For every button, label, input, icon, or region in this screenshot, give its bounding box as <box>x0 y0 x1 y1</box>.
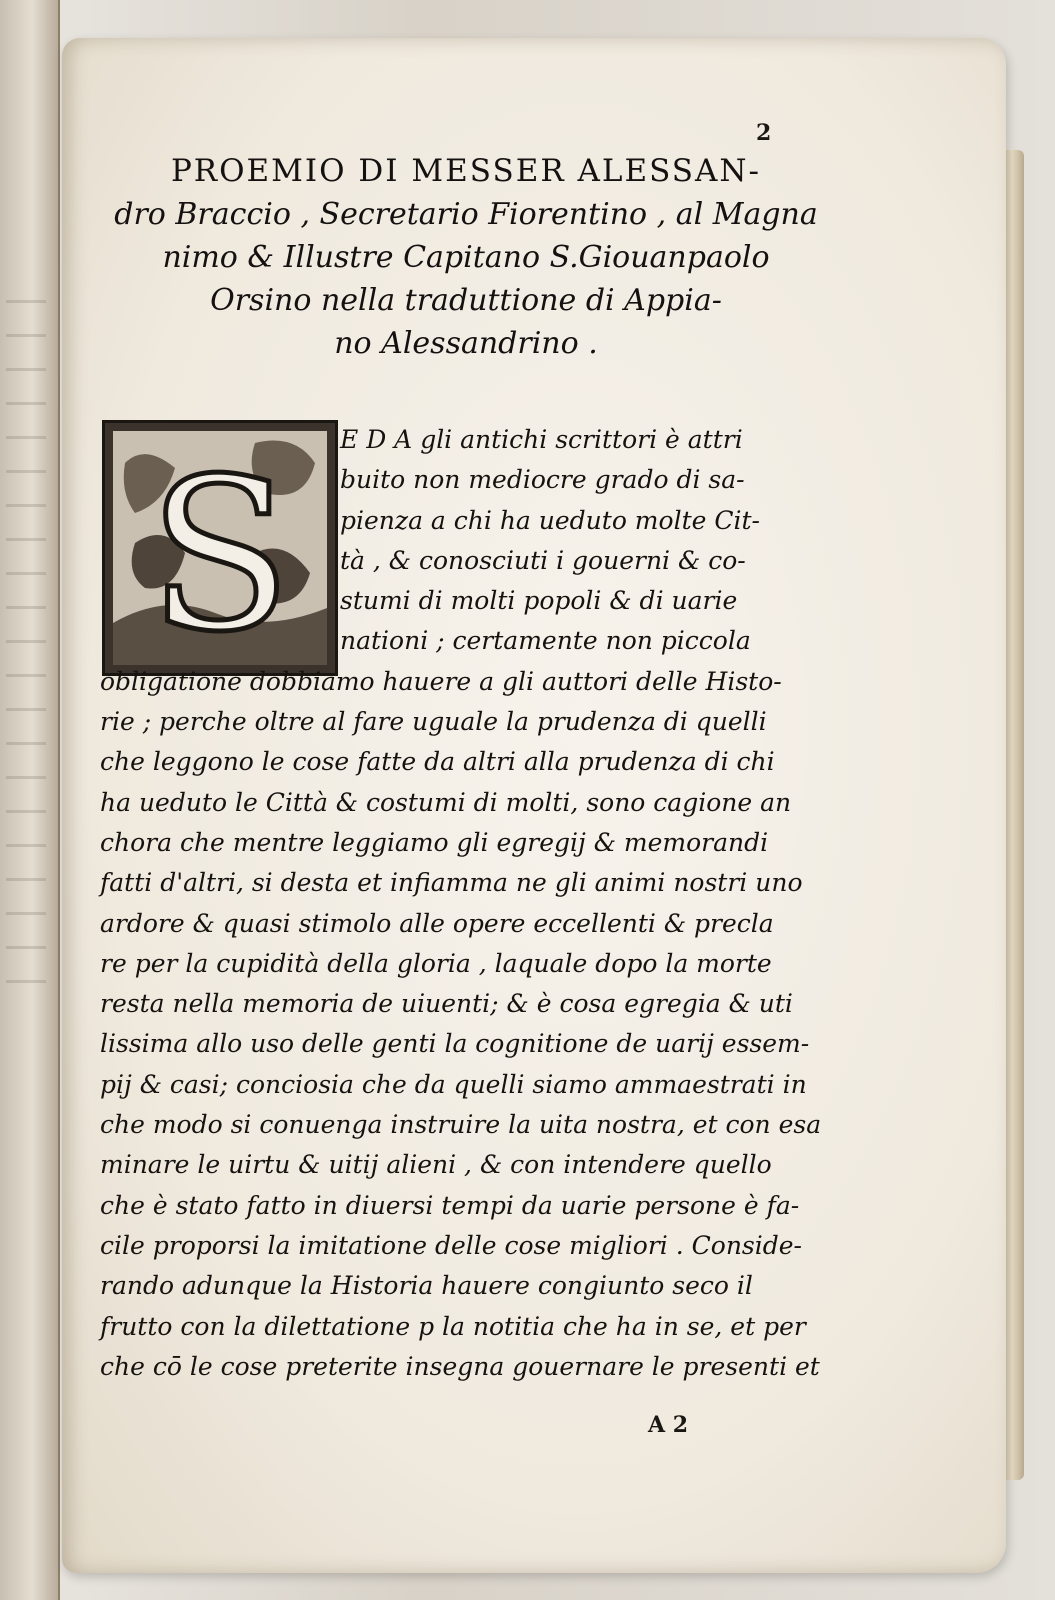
body-line: chora che mentre leggiamo gli egregij & memorandi <box>100 827 769 857</box>
body-line: resta nella memoria de uiuenti; & è cosa egregia & uti <box>100 989 793 1019</box>
body-line: nationi ; certamente non piccola <box>340 626 751 656</box>
facing-page-text-shadow <box>6 300 46 1000</box>
body-line: pienza a chi ha ueduto molte Cit- <box>340 505 760 535</box>
body-line: rie ; perche oltre al fare uguale la prudenza di quelli <box>100 707 767 737</box>
facing-page-edge <box>0 0 60 1600</box>
body-line: minare le uirtu & uitij alieni , & con intendere quello <box>100 1150 772 1180</box>
body-line: lissima allo uso delle genti la cognitione de uarij essem- <box>100 1029 810 1059</box>
body-line: che è stato fatto in diuersi tempi da uarie persone è fa- <box>100 1190 800 1220</box>
heading-line: no Alessandrino . <box>334 326 598 361</box>
body-line: fatti d'altri, si desta et infiamma ne gli animi nostri uno <box>100 868 803 898</box>
heading-line: dro Braccio , Secretario Fiorentino , al Magna <box>114 197 818 232</box>
body-line: pij & casi; conciosia che da quelli siamo ammaestrati in <box>100 1069 807 1099</box>
body-line: tà , & conosciuti i gouerni & co- <box>340 545 746 575</box>
heading-caps-line: PROEMIO DI MESSER ALESSAN- <box>170 153 762 189</box>
body-line: che leggono le cose fatte da altri alla prudenza di chi <box>100 747 775 777</box>
chapter-heading <box>96 150 836 365</box>
heading-line: nimo & Illustre Capitano S.Giouanpaolo <box>162 240 770 275</box>
body-text <box>100 420 820 1387</box>
heading-line: Orsino nella traduttione di Appia- <box>210 283 722 318</box>
body-line: E D A gli antichi scrittori è attri <box>340 425 743 454</box>
body-line: buito non mediocre grado di sa- <box>340 465 745 495</box>
body-line: rando adunque la Historia hauere congiunto seco il <box>100 1271 753 1301</box>
signature-mark: A 2 <box>648 1412 689 1438</box>
initial-letter: S <box>148 433 292 673</box>
body-line: ha ueduto le Città & costumi di molti, sono cagione an <box>100 787 792 817</box>
body-line: che cō le cose preterite insegna gouernare le presenti et <box>100 1351 820 1381</box>
body-line: ardore & quasi stimolo alle opere eccellenti & precla <box>100 908 774 938</box>
body-line: frutto con la dilettatione p la notitia che ha in se, et per <box>100 1311 806 1341</box>
body-line: stumi di molti popoli & di uarie <box>340 586 738 616</box>
body-line: re per la cupidità della gloria , laquale dopo la morte <box>100 948 772 978</box>
folio-number: 2 <box>756 120 772 146</box>
body-line: cile proporsi la imitatione delle cose migliori . Conside- <box>100 1230 802 1260</box>
body-line: obligatione dobbiamo hauere a gli auttori delle Histo- <box>100 666 782 696</box>
body-line: che modo si conuenga instruire la uita nostra, et con esa <box>100 1110 822 1140</box>
